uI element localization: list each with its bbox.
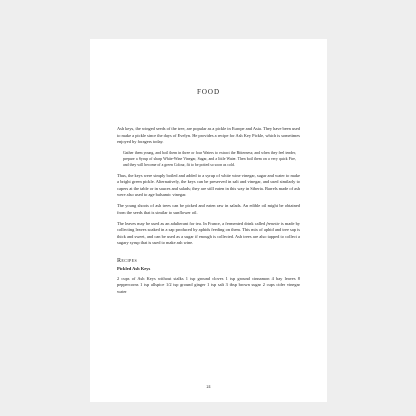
- recipe-ingredients: 2 cups of Ash Keys without stalks 1 tsp ground cloves 1 tsp ground cinnamon 4 bay leaves 8 peppercorns 1 tsp allspice 1/2 tsp ground ginger 1 tsp salt 3 tbsp brown sugar 2 cups cider vinegar water: [117, 275, 300, 294]
- paragraph-leaves: [117, 221, 300, 247]
- paragraph-pickle: Thus, the keys were simply boiled and added to a syrup of white wine vinegar, sugar and water to make a bright green pickle. Alternatively, the keys can be preserved in salt and vinegar, and used similarly to capers at the table or in sauces and salads; they are still eaten in this way in Siberia. Barrels made of ash were also used to age balsamic vinegar.: [117, 172, 300, 197]
- evelyn-quote: Gather them young, and boil them in three or four Waters to extract the Bitterness; and when they feel tender, prepare a Syrup of sharp White-Wine Vinegar, Sugar, and a little Water. Then boil them on a very quick Fire, and they will become of a green Colour, fit to be potted so soon as cold.: [123, 151, 296, 167]
- book-page: [90, 39, 327, 402]
- paragraph-shoots: The young shoots of ash trees can be picked and eaten raw in salads. An edible oil might be obtained from the seeds that is similar to sunflower oil.: [117, 203, 300, 215]
- paragraph-ash-keys: Ash keys, the winged seeds of the tree, are popular as a pickle in Europe and Asia. They have been used to make a pickle since the days of Evelyn. He provides a recipe for Ash Key Pickle, which is sometimes enjoyed by foragers today.: [117, 126, 300, 144]
- chapter-title: FOOD: [196, 88, 221, 96]
- page-number: 24: [206, 384, 211, 389]
- paragraph-leaves-part-2: is made by collecting leaves soaked in a sap produced by aphids feeding on them. This mix of aphid and tree sap is thick and sweet, and can be used as a sugar if enough is collected. Ash trees are also tapped to collect a sugary syrup that is used to make ash wine.: [117, 220, 301, 245]
- paragraph-leaves-part-1: The leaves may be used as an adulterant for tea. In France, a fermented drink called: [117, 220, 267, 226]
- recipe-title: Pickled Ash Keys: [117, 266, 151, 271]
- frenette-term: frenette: [266, 220, 280, 226]
- page-body: [117, 126, 300, 300]
- recipes-heading: Recipes: [117, 257, 138, 264]
